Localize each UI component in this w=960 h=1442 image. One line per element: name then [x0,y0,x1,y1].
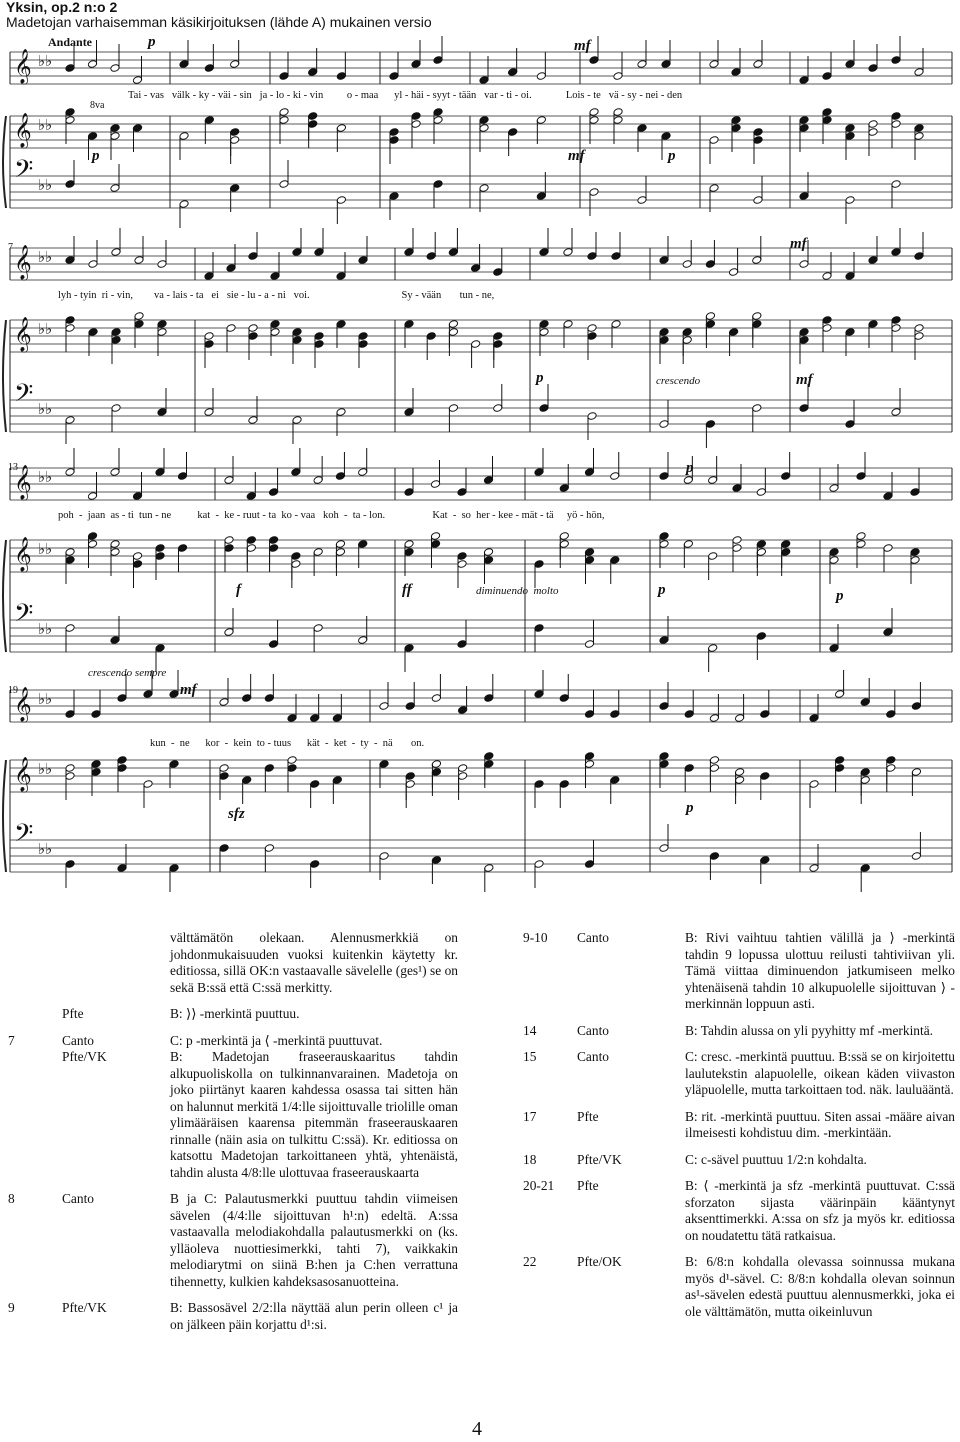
treble-clef: 𝄞 [14,538,32,571]
expression-mark: diminuendo molto [476,585,559,597]
commentary-text: B: ⟩⟩ -merkintä puuttuu. [170,1006,300,1021]
key-signature-flats: ♭♭ [38,402,53,418]
commentary-bar: 20-21 [523,1178,555,1193]
dynamic-mark: mf [180,682,197,698]
dynamic-mark: mf [574,38,591,54]
dynamic-mark: ff [402,582,412,598]
commentary-bar: 9 [8,1300,15,1315]
piano-brace [3,116,6,208]
key-signature-flats: ♭♭ [38,322,53,338]
commentary-bar: 17 [523,1108,537,1124]
key-signature-flats: ♭♭ [38,762,53,778]
commentary-row [8,1006,458,1023]
commentary-text: B: Tahdin alussa on yli pyyhitty mf -merkintä. [685,1022,934,1038]
treble-clef: 𝄞 [14,688,32,721]
commentary-row [8,1191,458,1290]
page-subtitle: Madetojan varhaisemman käsikirjoituksen (lähde A) mukainen versio [6,14,432,30]
treble-clef: 𝄞 [14,246,32,279]
commentary-voice: Pfte/VK [577,1151,622,1167]
commentary-voice: Pfte/VK [62,1300,107,1315]
commentary-row [523,1109,955,1142]
piano-brace [3,320,6,432]
dynamic-mark: mf [790,236,807,252]
key-signature-flats: ♭♭ [38,692,53,708]
dynamic-mark: mf [568,148,585,164]
commentary-text: B: 6/8:n kohdalla olevassa soinnussa mukana myös d¹-sävel. C: 8/8:n kohdalla olevan soinnun as¹-sävelen edestä puuttuu alennusmerkki, joka ei ole välttämätön, mutta oikeinluvun [685,1254,955,1319]
key-signature-flats: ♭♭ [38,542,53,558]
bass-clef: 𝄢 [14,380,34,413]
dynamic-mark: p [686,800,694,816]
piano-brace [3,540,6,652]
commentary-voice: Pfte [577,1178,599,1193]
commentary-bar: 8 [8,1191,15,1206]
page-number: 4 [472,1418,482,1440]
commentary-column-left [8,930,458,1343]
commentary-row [523,1254,955,1320]
dynamic-mark: p [836,588,844,604]
commentary-text: B ja C: Palautusmerkki puuttuu tahdin viimeisen sävelen (4/4:lle sijoittuvan h¹:n) edeltä. A:ssa vastaavalla melodiakohdalla palautusmerkki on (ks. ylläoleva nuottiesimerkki, tahti 7), vaikkakin melodiarytmi on siinä B:hen ja C:hen verrattuna tihennetty, kulkien kahdeksasosanuotteina. [170,1191,458,1289]
commentary-voice: Pfte/OK [577,1254,622,1269]
commentary-text: C: c-sävel puuttuu 1/2:n kohdalta. [685,1151,867,1167]
commentary-row [523,1152,955,1169]
treble-clef: 𝄞 [14,50,32,83]
commentary-voice [62,930,170,996]
commentary-bar: 18 [523,1151,537,1167]
bass-clef: 𝄢 [14,600,34,633]
commentary-text: välttämätön olekaan. Alennusmerkkiä on johdonmukaisuuden vuoksi kuitenkin käytetty kr. editiossa, sillä OK:n vastaavalle sävelelle (ges¹) se on sekä B:ssä että C:ssä merkitty. [170,930,458,995]
lyrics-line-1: Tai - vas välk - ky - väi - sin ja - lo - ki - vin o - maa yl - häi - syyt - tään var - ti - oi. Lois - te vä - sy - nei - den [128,90,683,101]
commentary-row [8,930,458,996]
commentary-row [8,1033,458,1182]
commentary-voice: Canto [577,1049,609,1064]
treble-clef: 𝄞 [14,114,32,147]
commentary-bar [8,930,62,996]
commentary-row [523,1049,955,1099]
measure-number-13: 13 [8,462,18,473]
expression-mark: crescendo sempre [88,667,167,679]
ottava-mark: 8va [90,100,105,111]
treble-clef: 𝄞 [14,466,32,499]
commentary-bar: 22 [523,1254,537,1269]
key-signature-flats: ♭♭ [38,842,53,858]
commentary-row [523,1178,955,1244]
commentary-text: B: Bassosävel 2/2:lla näyttää alun perin olleen c¹ ja on jälkeen päin korjattu d¹:si. [170,1300,458,1332]
commentary-text: C: cresc. -merkintä puuttuu. B:ssä se on kirjoitettu laulutekstin alapuolelle, oikean käden viivaston yläpuolelle, mutta tarkoittaen tod. näk. lauluääntä. [685,1049,955,1097]
commentary-bar: 14 [523,1022,537,1038]
bass-clef: 𝄢 [14,156,34,189]
commentary-bar: 9-10 [523,930,548,945]
measure-number-19: 19 [8,685,18,696]
key-signature-flats: ♭♭ [38,54,53,70]
piano-brace [3,760,6,872]
lyrics-line-2: lyh - tyin ri - vin, va - lais - ta ei sie - lu - a - ni voi. Sy - vään tun - ne, [58,290,495,301]
commentary-voice: Canto [577,930,609,945]
measure-number-7: 7 [8,242,13,253]
commentary-row [523,1023,955,1040]
page-title: Yksin, op.2 n:o 2 [6,0,118,15]
expression-mark: crescendo [656,375,701,387]
commentary-column-right [523,930,955,1330]
tempo-marking: Andante [48,35,93,49]
commentary-text: B: ⟨ -merkintä ja sfz -merkintä puuttuvat. C:ssä sforzaton sijasta väärinpäin kääntynyt aksenttimerkki. A:ssa on sfz ja myös kr. editiossa on noudatettu tätä ratkaisua. [685,1178,955,1243]
key-signature-flats: ♭♭ [38,178,53,194]
commentary-row [8,1300,458,1333]
treble-clef: 𝄞 [14,758,32,791]
dynamic-mark: p [668,148,676,164]
commentary-row [523,930,955,1013]
commentary-voice: Canto [62,1191,94,1206]
key-signature-flats: ♭♭ [38,118,53,134]
commentary-bar [8,1006,62,1023]
commentary-voice: Pfte [577,1108,599,1124]
commentary-bar: 15 [523,1049,537,1064]
commentary-bar: 7 [8,1032,15,1048]
commentary-text: C: p -merkintä ja ⟨ -merkintä puuttuvat. B: Madetojan fraseerauskaaritus tahdin alkupuoliskolla on tulkinnanvarainen. Madetoja on joko piirtänyt kaaren kahdessa osassa tai sitten hän on halunnut merkitä 1/4:lle sijoittuvalle triolille oman ylimääräisen kaarensa pitemmän fraseerauskaaren rinnalle (näin asia on tulkittu C:ssä). Kr. editiossa on katsottu Madetojan tarkoittaneen yhtä, yhtenäistä, tahdin alusta 4/8:lle ulottuvaa fraseerauskaarta [170,1032,458,1180]
dynamic-mark: f [236,582,241,598]
key-signature-flats: ♭♭ [38,250,53,266]
dynamic-mark: p [686,460,694,476]
key-signature-flats: ♭♭ [38,470,53,486]
commentary-text: B: Rivi vaihtuu tahtien välillä ja ⟩ -merkintä tahdin 9 lopussa ulottuu reilusti tahtiviivan yli. Tämä viittaa diminuendon jatkumiseen melko yhtenäisenä tahdin 10 alkupuolelle sijoittuvan ⟩ -merkinnän loppuun asti. [685,930,955,1011]
dynamic-mark: p [92,148,100,164]
dynamic-mark: p [148,34,156,50]
dynamic-mark: p [536,370,544,386]
treble-clef: 𝄞 [14,318,32,351]
lyrics-line-4: kun - ne kor - kein to - tuus kät - ket - ty - nä on. [150,738,425,749]
commentary-voice: Pfte [62,1006,84,1021]
commentary-text: B: rit. -merkintä puuttuu. Siten assai -määre aivan ilmeisesti kohdistuu dim. -merkintään. [685,1108,955,1140]
lyrics-line-3: poh - jaan as - ti tun - ne kat - ke - ruut - ta ko - vaa koh - ta - lon. Kat - so her - kee - mät - tä yö - hön, [58,510,605,521]
key-signature-flats: ♭♭ [38,622,53,638]
dynamic-mark: p [658,582,666,598]
dynamic-mark: mf [796,372,813,388]
commentary-voice: Canto [577,1022,609,1038]
dynamic-mark: sfz [228,806,245,822]
commentary-voice: Canto Pfte/VK [62,1032,107,1064]
bass-clef: 𝄢 [14,820,34,853]
